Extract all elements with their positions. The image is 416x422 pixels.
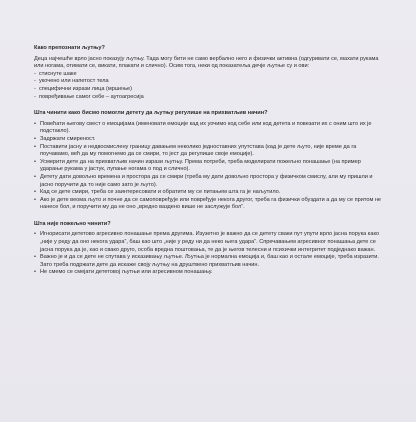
section-intro: Деца најчешће врло јасно показују љутњу. Тада могу бити не само вербално него и физички активна (одгуривати се, махати рукама или ногама, отимати се, викати, плакати и слично). Осим тога, неки од показатеља дечје љутње су и ови: [34,55,379,70]
list-item: • Задржати смиреност. [34,136,384,144]
list-item: • Игнорисати дететово агресивно понашање према другима. Изузетно је важно да се детету сваки пут упути врло јасна порука како „није у реду да оно некога удара“, баш као што „није у реду ни да неко њега удара“. Спречавањем агресивног понашања дете се јасна порука да је, као и свако друго, особа вредна поштовања, те да је његов телесни и психички интегритет подједнако важан. [34,231,384,254]
list-item: - специфични изрази лица (мршење) [34,86,384,94]
list-item: • Кад се дете смири, треба се заинтересовати и обратити му се питањем шта га је наљутило. [34,189,384,197]
list-item: • Ако је дете веома љуто и почне да се самоповређује или повређује некога другог, треба га физички обуздати а да му се притом не нанесе бол, и поручити му да не оно „вредно ваздено више не заслужује бол“. [34,197,384,212]
section-heading: Шта није пожељно чинити? [34,220,111,227]
list-item: • Детету дати довољно времена и простора да се смири (треба му дати довољно простора у физичком смислу, али му пришли и јасно поручити да то није само зато је љуто). [34,174,384,189]
sign-list [34,71,384,101]
list-item: • Поставити јасну и недвосмислену границу давањем неколико једноставних упутстава (кад је дете љуто, није време да га поучавамо, већ да му помогнемо да се смири, то јест да регулише своје емоције). [34,144,384,159]
section-heading: Шта чинити како бисмо помогли детету да љутњу регулише на прихватљив начин? [34,110,268,117]
advice-list [34,121,384,212]
section-what-to-do [34,110,384,212]
list-item: • Важно је и да се дете не спутава у исказивању љутње. Љутња је нормална емоција и, баш као и остале емоције, треба изразити. Зато треба подржати дете да искаже своју љутњу на друштвено прихватљив начин. [34,254,384,269]
document-content [34,45,384,286]
list-item: • Усмерити дете да на прихватљив начин изрази љутњу. Према потреби, треба моделирати пожељно понашање (на пример ударање рукама у јастук, лупање ногама о под и слично). [34,159,384,174]
list-item: • Повећати његову свест о емоцијама (именовати емоције кад их уочимо код себе или код детета и повезати их с оним што их је подстакло). [34,121,384,136]
section-what-not-to-do [34,221,384,277]
section-heading: Како препознати љутњу? [34,45,105,51]
list-item: • Не смемо се смејати дететовој љутњи или агресивном понашању. [34,269,384,277]
list-item: - повређивање самог себе – аутоагресија [34,94,384,102]
section-recognize-anger [34,45,384,101]
avoid-list [34,231,384,277]
list-item: - стиснуте шаке [34,71,384,79]
list-item: - укочено или напетост тела [34,78,384,86]
